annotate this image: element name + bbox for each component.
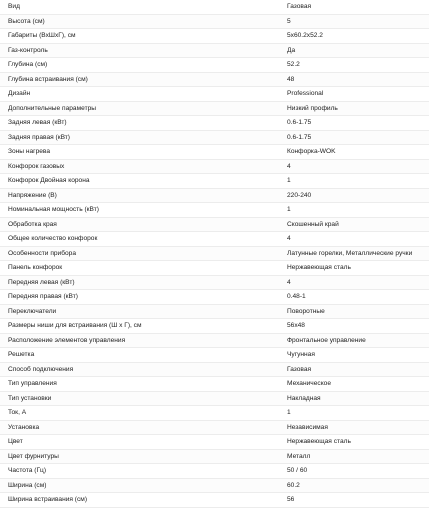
spec-value: Нержавеющая сталь <box>287 438 351 445</box>
spec-row <box>0 377 429 392</box>
spec-name: Газ-контроль <box>8 46 48 54</box>
spec-value: Нержавеющая сталь <box>287 264 351 271</box>
spec-name: Расположение элементов управления <box>8 336 126 344</box>
spec-row <box>0 102 429 117</box>
spec-value: Независимая <box>287 423 328 431</box>
spec-row <box>0 131 429 146</box>
spec-value: Латунные горелки, Металлические ручки <box>287 249 413 257</box>
spec-row <box>0 160 429 175</box>
spec-value: Конфорка-WOK <box>287 148 336 155</box>
spec-name: Габариты (ВхШхГ), см <box>8 32 76 39</box>
spec-name: Ширина (см) <box>8 481 47 489</box>
spec-row <box>0 319 429 334</box>
spec-name: Конфорок газовых <box>8 162 65 170</box>
spec-value: 48 <box>287 75 295 83</box>
spec-value: Газовая <box>287 365 312 373</box>
spec-row <box>0 218 429 233</box>
spec-name: Размеры ниши для встраивания (Ш х Г), см <box>8 322 142 329</box>
spec-row <box>0 464 429 479</box>
spec-name: Глубина (см) <box>8 61 48 68</box>
spec-name: Глубина встраивания (см) <box>8 75 88 83</box>
spec-name: Высота (см) <box>8 17 45 25</box>
spec-row <box>0 0 429 15</box>
spec-row <box>0 58 429 73</box>
spec-value: 52.2 <box>287 61 300 68</box>
spec-row <box>0 189 429 204</box>
spec-value: Низкий профиль <box>287 104 338 112</box>
spec-name: Особенности прибора <box>8 249 77 257</box>
spec-row <box>0 145 429 160</box>
spec-name: Способ подключения <box>8 365 74 373</box>
spec-value: Да <box>287 46 296 54</box>
spec-value: 220-240 <box>287 191 312 199</box>
spec-row <box>0 450 429 465</box>
spec-row <box>0 290 429 305</box>
spec-value: Металл <box>287 452 311 460</box>
spec-value: 56 <box>287 496 295 503</box>
spec-value: 4 <box>287 278 291 286</box>
spec-name: Дополнительные параметры <box>8 104 97 112</box>
spec-value: 1 <box>287 409 291 416</box>
spec-value: 5 <box>287 17 291 25</box>
spec-value: 5x60.2x52.2 <box>287 32 323 39</box>
spec-row <box>0 203 429 218</box>
spec-value: Скошенный край <box>287 220 339 228</box>
spec-value: 0.6-1.75 <box>287 119 312 126</box>
spec-name: Дизайн <box>8 90 31 97</box>
spec-row <box>0 15 429 30</box>
spec-value: 1 <box>287 206 291 213</box>
spec-name: Цвет фурнитуры <box>8 452 59 460</box>
spec-row <box>0 276 429 291</box>
spec-name: Передняя правая (кВт) <box>8 293 78 300</box>
spec-value: 0.48-1 <box>287 293 306 300</box>
spec-value: Чугунная <box>287 351 315 358</box>
spec-name: Напряжение (В) <box>8 191 57 199</box>
spec-name: Ток, А <box>8 409 27 416</box>
spec-name: Передняя левая (кВт) <box>8 278 75 286</box>
spec-name: Задняя правая (кВт) <box>8 133 70 141</box>
spec-name: Вид <box>8 3 20 10</box>
spec-value: 1 <box>287 177 291 184</box>
spec-row <box>0 421 429 436</box>
spec-name: Ширина встраивания (см) <box>8 496 88 503</box>
spec-value: 50 / 60 <box>287 467 308 474</box>
spec-value: 60.2 <box>287 481 300 489</box>
spec-row <box>0 261 429 276</box>
spec-row <box>0 116 429 131</box>
spec-row <box>0 305 429 320</box>
spec-name: Номинальная мощность (кВт) <box>8 206 99 213</box>
spec-row <box>0 334 429 349</box>
spec-row <box>0 87 429 102</box>
spec-row <box>0 363 429 378</box>
spec-row <box>0 247 429 262</box>
spec-name: Обработка края <box>8 220 57 228</box>
spec-row <box>0 392 429 407</box>
spec-name: Цвет <box>8 438 23 445</box>
spec-name: Решетка <box>8 351 35 358</box>
spec-value: Professional <box>287 90 324 97</box>
spec-name: Конфорок Двойная корона <box>8 177 90 184</box>
spec-value: Механическое <box>287 380 331 387</box>
spec-row <box>0 493 429 508</box>
spec-name: Тип управления <box>8 380 57 387</box>
spec-value: 4 <box>287 235 291 242</box>
spec-name: Зоны нагрева <box>8 148 51 155</box>
spec-row <box>0 29 429 44</box>
spec-name: Панель конфорок <box>8 264 63 271</box>
spec-name: Общее количество конфорок <box>8 235 98 242</box>
spec-row <box>0 73 429 88</box>
spec-row <box>0 232 429 247</box>
spec-value: Поворотные <box>287 307 325 315</box>
spec-value: 4 <box>287 162 291 170</box>
spec-row <box>0 479 429 494</box>
spec-value: 0.6-1.75 <box>287 133 312 141</box>
spec-name: Тип установки <box>8 394 52 402</box>
spec-name: Задняя левая (кВт) <box>8 119 67 126</box>
spec-value: Газовая <box>287 3 312 10</box>
spec-value: Фронтальное управление <box>287 336 366 344</box>
spec-row <box>0 174 429 189</box>
spec-name: Установка <box>8 423 40 431</box>
spec-name: Частота (Гц) <box>8 467 47 474</box>
spec-row <box>0 406 429 421</box>
spec-row <box>0 348 429 363</box>
spec-name: Переключатели <box>8 307 57 315</box>
spec-row <box>0 44 429 59</box>
spec-row <box>0 435 429 450</box>
spec-value: Накладная <box>287 394 321 402</box>
spec-value: 56x48 <box>287 322 305 329</box>
